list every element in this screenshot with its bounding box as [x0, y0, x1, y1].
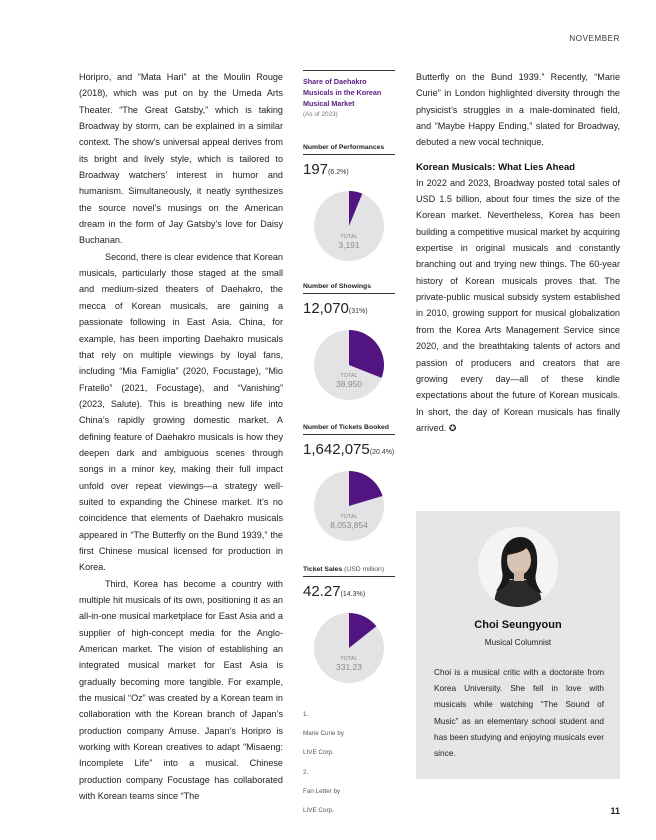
stat-showings [303, 283, 395, 389]
pie-total-value: 331.23 [336, 662, 362, 672]
right-column [416, 69, 620, 436]
pie-total-value: 3,191 [338, 240, 360, 250]
credit-2: 2. Fan Letter by LIVE Corp. [303, 768, 341, 815]
pie-svg [313, 612, 385, 684]
author-role: Musical Columnist [484, 638, 552, 647]
pie-total-label: TOTAL [340, 234, 358, 240]
pie-total-value: 8,053,854 [330, 520, 368, 530]
stat-value: 197(6.2%) [303, 161, 349, 178]
left-column [79, 69, 283, 804]
sidebar-header [303, 70, 395, 118]
author-profile-card [416, 511, 620, 779]
stat-label: Number of Performances [303, 144, 395, 155]
pie-total-value: 38,950 [336, 379, 362, 389]
stat-value: 12,070(31%) [303, 300, 368, 317]
issue-header: NOVEMBER [569, 34, 620, 43]
photo-credits [303, 710, 393, 815]
author-bio: Choi is a musical critic with a doctorate from Korea University. She fell in love with musicals while watching “The Sound of Music” as an elementary school student and has been studying and enjoying musicals ever since. [434, 667, 604, 759]
pie-chart-performances [313, 190, 385, 262]
right-body-paragraph: In 2022 and 2023, Broadway posted total sales of USD 1.5 billion, about four times the size of the Korean market. Nevertheless, Korea has been building a competitive musical market by acquiring expertise in original musicals and constantly branching out and trying new things. The 60-year history of Korean musicals proves that. The private-public musical subsidy system established in 2010, growing support for musical globalization from the Korea Arts Management Service since 2020, and the breathtaking talents of actors and passion of producers and creators that are growing every day—all of these kindle expectations about the future of Korean musicals. In short, the day of Korean musicals has finally arrived. ✪ [416, 177, 620, 433]
sidebar-subtitle: (As of 2023) [303, 111, 338, 118]
pie-total-label: TOTAL [340, 373, 358, 379]
stat-label: Number of Tickets Booked [303, 424, 395, 435]
stat-value: 1,642,075(20.4%) [303, 441, 395, 458]
author-portrait-icon [478, 527, 558, 607]
stat-ticket-sales [303, 566, 395, 672]
stat-performances [303, 144, 395, 250]
market-share-sidebar [303, 70, 395, 118]
pie-chart-showings [313, 329, 385, 401]
stat-label: Number of Showings [303, 283, 395, 294]
pie-svg [313, 470, 385, 542]
pie-total-label: TOTAL [340, 656, 358, 662]
stat-value: 42.27(14.3%) [303, 583, 366, 600]
stat-label: Ticket Sales (USD million) [303, 566, 395, 577]
pie-total-label: TOTAL [340, 514, 358, 520]
left-paragraph-2: Second, there is clear evidence that Korean musicals, particularly those staged at the small and medium-sized theaters of Daehakro, the mecca of Korean musicals, are gaining a passionate following in East Asia. China, for example, has been importing Daehakro musicals that rely on multiple viewings by loyal fans, including “Mia Famiglia” (2020, Focustage), “Mio Fratello” (2021, Focustage), and “Vanishing” (2023, Salute). This is breathing new life into China’s rapidly growing domestic market. A defining feature of Daehakro musicals is how they deepen dark and ambiguous scenes through songs in a minor key, making their full impact unfold over repeat viewings—a strategy well-suited to expanding the Chinese market. It’s no coincidence that elements of Daehakro musicals appeared in “The Butterfly on the Bund 1939,” the first Chinese musical licensed for production in Korea. [79, 251, 283, 573]
section-heading: Korean Musicals: What Lies Ahead [416, 161, 576, 173]
pie-svg [313, 329, 385, 401]
page-number: 11 [610, 806, 620, 816]
end-mark-icon: ✪ [448, 422, 457, 433]
author-name: Choi Seungyoun [474, 619, 562, 631]
left-paragraph-1: Horipro, and “Mata Hari” at the Moulin Rouge (2018), which was put on by the Umeda Arts Theater. “The Great Gatsby,” which is taking Broadway by storm, can be explained in a similar context. The show’s universal appeal derives from its bright and lively style, which is tailored to Broadway watchers’ interest in humor and humanism. Simultaneously, it neatly synthesizes the source novel’s musings on the American dream in the form of Jay Gatsby’s love for Daisy Buchanan. [79, 72, 283, 246]
pie-svg [313, 190, 385, 262]
sidebar-title: Share of Daehakro Musicals in the Korean Musical Market [303, 77, 382, 108]
stat-tickets-booked [303, 424, 395, 530]
right-intro-paragraph: Butterfly on the Bund 1939.” Recently, “Marie Curie” in London highlighted diversity through the physicist’s struggles in a male-dominated field, and “Maybe Happy Ending,” slated for Broadway, debuted a new vocal technique. [416, 72, 620, 148]
left-paragraph-3: Third, Korea has become a country with multiple hit musicals of its own, positioning it as an all-in-one musical marketplace for East Asia and a supplier of high-concept media for the Anglo-American market. The vision of establishing an integrated musical market for East Asia is gradually becoming more tangible. For example, the musical “Oz” was created by a Korean team in collaboration with the Korean branch of Japan’s production company Amuse. Japan’s Horipro is working with Korean creatives to adapt “Misaeng: Incomplete Life” into a musical. Chinese production company Focustage has collaborated with Korean teams since “The [79, 578, 283, 802]
pie-chart-tickets-booked [313, 470, 385, 542]
author-avatar [478, 527, 558, 607]
pie-chart-ticket-sales [313, 612, 385, 684]
credit-1: 1. Marie Curie by LIVE Corp. [303, 711, 344, 757]
